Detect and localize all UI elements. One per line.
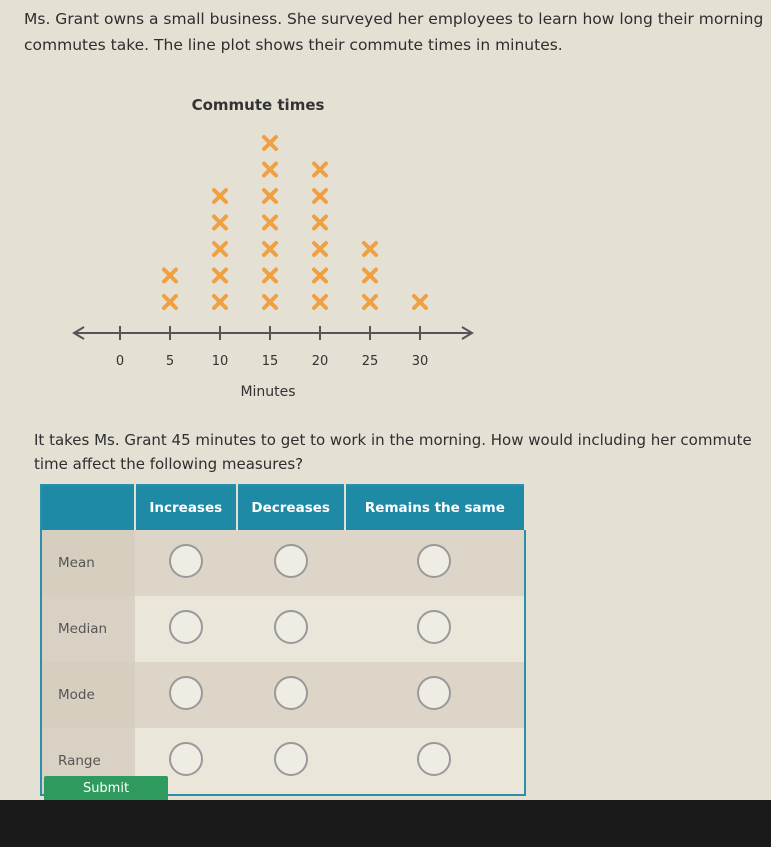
answer-cell bbox=[345, 728, 525, 795]
x-mark bbox=[164, 270, 176, 282]
x-mark bbox=[314, 217, 326, 229]
tick-label: 25 bbox=[361, 354, 379, 369]
answer-cell bbox=[135, 662, 237, 728]
radio-median-remains-the-same[interactable] bbox=[417, 610, 451, 644]
radio-mean-increases[interactable] bbox=[169, 544, 203, 578]
x-mark bbox=[364, 296, 376, 308]
row-label: Mean bbox=[41, 530, 135, 596]
row-label: Mode bbox=[41, 662, 135, 728]
x-mark bbox=[264, 243, 276, 255]
line-plot bbox=[0, 0, 771, 420]
screen-bezel bbox=[0, 800, 771, 847]
submit-button[interactable]: Submit bbox=[44, 776, 168, 802]
answer-cell bbox=[237, 530, 345, 596]
x-mark bbox=[264, 164, 276, 176]
x-mark bbox=[264, 270, 276, 282]
x-mark bbox=[214, 270, 226, 282]
x-mark bbox=[364, 243, 376, 255]
tick-label: 30 bbox=[411, 354, 429, 369]
x-mark bbox=[414, 296, 426, 308]
tick-label: 20 bbox=[311, 354, 329, 369]
x-mark bbox=[264, 137, 276, 149]
table-row bbox=[41, 530, 525, 596]
question-prompt: It takes Ms. Grant 45 minutes to get to work in the morning. How would including her commute time affect the following measures? bbox=[34, 431, 752, 473]
radio-range-increases[interactable] bbox=[169, 742, 203, 776]
answer-cell bbox=[237, 662, 345, 728]
answer-cell bbox=[237, 596, 345, 662]
answer-cell bbox=[345, 596, 525, 662]
radio-mean-decreases[interactable] bbox=[274, 544, 308, 578]
x-mark bbox=[314, 164, 326, 176]
column-header: Increases bbox=[135, 485, 237, 530]
radio-range-remains-the-same[interactable] bbox=[417, 742, 451, 776]
answer-cell bbox=[135, 596, 237, 662]
corner-cell bbox=[41, 485, 135, 530]
answer-cell bbox=[345, 662, 525, 728]
radio-mode-decreases[interactable] bbox=[274, 676, 308, 710]
row-label: Median bbox=[41, 596, 135, 662]
x-mark bbox=[214, 217, 226, 229]
radio-median-decreases[interactable] bbox=[274, 610, 308, 644]
row-label: Range bbox=[41, 728, 135, 795]
tick-label: 15 bbox=[261, 354, 279, 369]
answer-cell bbox=[135, 530, 237, 596]
table-row bbox=[41, 662, 525, 728]
radio-mean-remains-the-same[interactable] bbox=[417, 544, 451, 578]
x-mark bbox=[314, 243, 326, 255]
x-mark bbox=[314, 190, 326, 202]
question-intro: Ms. Grant owns a small business. She surveyed her employees to learn how long their morning commutes take. The line plot shows their commute times in minutes. bbox=[24, 10, 764, 54]
column-header: Remains the same bbox=[345, 485, 525, 530]
radio-range-decreases[interactable] bbox=[274, 742, 308, 776]
x-mark bbox=[314, 270, 326, 282]
chart-title: Commute times bbox=[191, 96, 325, 114]
table-row bbox=[41, 596, 525, 662]
x-axis-label: Minutes bbox=[240, 384, 296, 400]
x-mark bbox=[214, 190, 226, 202]
x-mark bbox=[264, 190, 276, 202]
x-mark bbox=[264, 217, 276, 229]
x-mark bbox=[214, 296, 226, 308]
x-mark bbox=[364, 270, 376, 282]
radio-mode-remains-the-same[interactable] bbox=[417, 676, 451, 710]
radio-median-increases[interactable] bbox=[169, 610, 203, 644]
tick-label: 10 bbox=[211, 354, 229, 369]
tick-label: 0 bbox=[115, 354, 125, 369]
x-mark bbox=[264, 296, 276, 308]
answer-cell bbox=[237, 728, 345, 795]
answer-grid bbox=[40, 484, 526, 796]
x-mark bbox=[214, 243, 226, 255]
radio-mode-increases[interactable] bbox=[169, 676, 203, 710]
x-mark bbox=[164, 296, 176, 308]
column-header: Decreases bbox=[237, 485, 345, 530]
tick-label: 5 bbox=[165, 354, 175, 369]
answer-cell bbox=[345, 530, 525, 596]
x-mark bbox=[314, 296, 326, 308]
